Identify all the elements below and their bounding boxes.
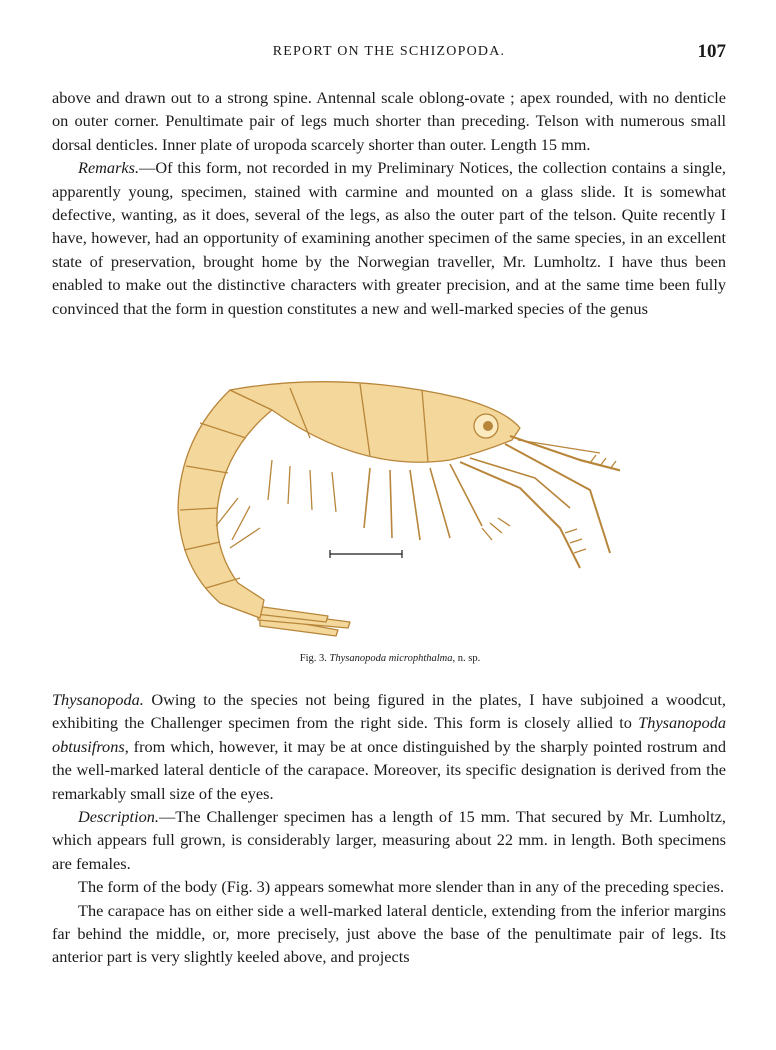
paragraph-genus xyxy=(52,688,726,805)
antenna xyxy=(505,444,610,553)
description-lead: Description. xyxy=(78,807,159,827)
text-block-lower xyxy=(52,688,726,969)
description-text: —The Challenger specimen has a length of 15 mm. That secured by Mr. Lumholtz, which appears full grown, is considerably larger, measuring about 22 mm. in length. Both specimens are females. xyxy=(52,807,726,873)
running-head: REPORT ON THE SCHIZOPODA. xyxy=(272,44,506,59)
paragraph-diagnosis xyxy=(52,86,726,156)
page-header xyxy=(52,41,726,68)
genus-name: Thysanopoda. xyxy=(52,690,144,709)
figure-caption xyxy=(160,653,620,664)
genus-text-2: , from which, however, it may be at once distinguished by the sharply pointed rostrum and the well-marked lateral denticle of the carapace. Moreover, its specific designation is derived from the remarkably small size of the eyes. xyxy=(52,736,726,803)
text-block-upper xyxy=(52,86,726,320)
first-leg xyxy=(460,462,580,568)
caption-species: Thysanopoda microphthalma xyxy=(329,653,453,664)
diagnosis-text: above and drawn out to a strong spine. Antennal scale oblong-ovate ; apex rounded, with no denticle on outer corner. Penultimate pair of legs much shorter than preceding. Telson with numerous small dorsal denticles. Inner plate of uropoda scarcely shorter than outer. Length 15 mm. xyxy=(52,88,726,154)
abdomen xyxy=(178,390,272,618)
genus-text-1: Owing to the species not being figured in the plates, I have subjoined a woodcut, exhibiting the Challenger specimen from the right side. This form is closely allied to xyxy=(52,690,726,733)
species-name: Thysanopoda obtusifrons xyxy=(52,713,726,756)
shrimp-illustration xyxy=(160,378,620,648)
paragraph-description xyxy=(52,805,726,875)
remarks-lead: Remarks. xyxy=(78,158,140,178)
page-number: 107 xyxy=(697,41,726,62)
paragraph-remarks xyxy=(52,156,726,320)
remarks-text: —Of this form, not recorded in my Preliminary Notices, the collection contains a single, apparently young, specimen, stained with carmine and mounted on a glass slide. It is somewhat defective, wanting, as it does, several of the legs, as also the outer part of the telson. Quite recently I have, however, had an opportunity of examining another specimen of the same species, in an excellent state of preservation, brought home by the Norwegian traveller, Mr. Lumholtz. I have thus been enabled to make out the distinctive characters with greater precision, and at the same time been fully convinced that the form in question constitutes a new and well-marked species of the genus xyxy=(52,158,726,318)
carapace-text: The carapace has on either side a well-marked lateral denticle, extending from the inferior margins far behind the middle, or, more precisely, just above the base of the penultimate pair of legs. Its anterior part is very slightly keeled above, and projects xyxy=(52,900,726,967)
figure-3 xyxy=(160,378,620,678)
paragraph-carapace xyxy=(52,899,726,969)
paragraph-body-form xyxy=(52,875,726,898)
body-form-text: The form of the body (Fig. 3) appears somewhat more slender than in any of the preceding species. xyxy=(78,877,725,897)
caption-suffix: , n. sp. xyxy=(452,653,481,664)
caption-prefix: Fig. 3. xyxy=(299,653,327,664)
